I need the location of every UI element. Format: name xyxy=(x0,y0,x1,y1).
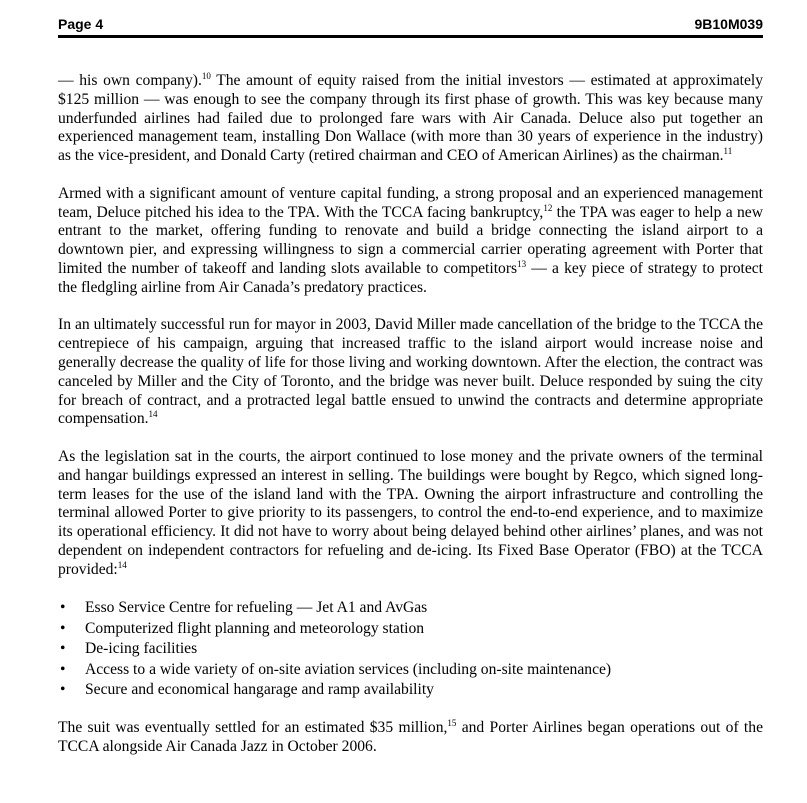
list-item-text: De-icing facilities xyxy=(85,640,198,658)
bullet-icon: • xyxy=(60,660,66,678)
body-text xyxy=(58,72,763,776)
paragraph-text: In an ultimately successful run for mayor in 2003, David Miller made cancellation of the bridge to the TCCA the centrepiece of his campaign, arguing that increased traffic to the island airport would increase noise and generally decrease the quality of life for those living and working downtown. After the election, the contract was canceled by Miller and the City of Toronto, and the bridge was never built. Deluce responded by suing the city for breach of contract, and a protracted legal battle ensued to unwind the contracts and determine appropriate compensation. xyxy=(58,316,763,428)
paragraph-text: Armed with a significant amount of venture capital funding, a strong proposal and an experienced management team, Deluce pitched his idea to the TPA. With the TCCA facing bankruptcy, xyxy=(58,184,763,221)
list-item-text: Access to a wide variety of on-site aviation services (including on-site maintenance) xyxy=(85,660,612,678)
paragraph-text: and Porter Airlines began operations out of the TCCA alongside Air Canada Jazz in October 2006. xyxy=(58,719,763,755)
footnote-ref: 11 xyxy=(723,146,733,157)
list-item xyxy=(58,619,763,639)
footnote-ref: 10 xyxy=(201,71,211,81)
list-item xyxy=(58,660,763,680)
page-number: Page 4 xyxy=(58,16,104,32)
footnote-ref: 15 xyxy=(447,718,457,729)
paragraph-text: — a key piece of strategy to protect the fledgling airline from Air Canada’s predatory practices. xyxy=(58,259,764,296)
footnote-ref: 13 xyxy=(517,258,527,269)
footnote-ref: 14 xyxy=(148,409,158,420)
paragraph-2 xyxy=(58,185,763,298)
document-code: 9B10M039 xyxy=(694,16,763,32)
paragraph-text: the TPA was eager to help a new entrant to the market, offering funding to renovate and build a bridge connecting the island airport to a downtown pier, and expressing willingness to sign a commercial carrier operating agreement with Porter that limited the number of takeoff and landing slots available to competitors xyxy=(58,203,763,277)
list-item xyxy=(58,639,763,659)
bullet-icon: • xyxy=(60,619,66,637)
bullet-icon: • xyxy=(60,680,66,698)
paragraph-4 xyxy=(58,448,763,580)
list-item-text: Esso Service Centre for refueling — Jet A1 and AvGas xyxy=(85,599,428,617)
page-header xyxy=(58,14,763,36)
fbo-services-list xyxy=(58,598,763,700)
bullet-icon: • xyxy=(60,599,66,617)
bullet-icon: • xyxy=(60,640,66,658)
list-item-text: Secure and economical hangarage and ramp availability xyxy=(85,680,434,698)
paragraph-text: The amount of equity raised from the initial investors — estimated at approximately $125 million — was enough to see the company through its first phase of growth. This was key because many underfunded airlines had failed due to prolonged fare wars with Air Canada. Deluce also put together an experienced management team, installing Don Wallace (with more than 30 years of experience in the industry) as the vice-president, and Donald Carty (retired chairman and CEO of American Airlines) as the chairman. xyxy=(58,72,763,165)
header-rule xyxy=(58,35,763,38)
footnote-ref: 14 xyxy=(117,559,127,570)
paragraph-3 xyxy=(58,316,763,429)
list-item xyxy=(58,680,763,700)
list-item xyxy=(58,598,763,618)
paragraph-text: — his own company). xyxy=(58,72,202,89)
paragraph-5 xyxy=(58,719,763,757)
paragraph-1 xyxy=(58,72,763,166)
paragraph-text: As the legislation sat in the courts, the airport continued to lose money and the private owners of the terminal and hangar buildings expressed an interest in selling. The buildings were bought by Regco, which signed long-term leases for the use of the island land with the TPA. Owning the airport infrastructure and controlling the terminal allowed Porter to give priority to its passengers, to control the end-to-end experience, and to maximize its operational efficiency. It did not have to worry about being delayed behind other airlines’ planes, and was not dependent on independent contractors for refueling and de-icing. Its Fixed Base Operator (FBO) at the TCCA provided: xyxy=(58,447,763,578)
list-item-text: Computerized flight planning and meteorology station xyxy=(85,619,425,637)
paragraph-text: The suit was eventually settled for an estimated $35 million, xyxy=(58,719,448,737)
footnote-ref: 12 xyxy=(543,202,553,213)
